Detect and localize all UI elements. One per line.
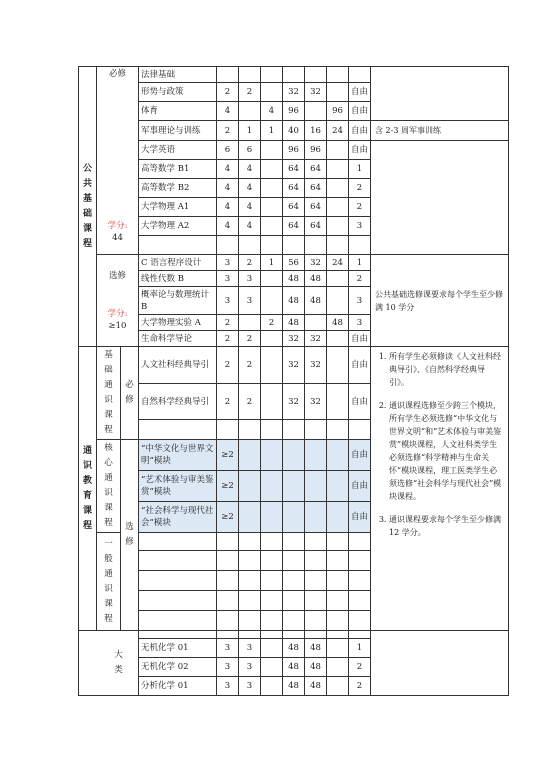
course-value xyxy=(305,236,327,255)
course-value xyxy=(217,571,239,591)
course-value: 24 xyxy=(327,255,349,271)
credit-label: 学分: xyxy=(107,221,128,231)
course-value xyxy=(239,533,261,551)
course-name: 大学物理实验 A xyxy=(139,315,217,331)
note-item: 3. 通识课程要求每个学生至少修满 12 学分。 xyxy=(389,513,504,539)
course-name: 人文社科经典导引 xyxy=(139,347,217,384)
note-cell xyxy=(371,67,509,121)
course-value: 自由 xyxy=(349,331,371,347)
course-value: 2 xyxy=(217,331,239,347)
course-name: 军事理论与训练 xyxy=(139,121,217,141)
course-value: 4 xyxy=(217,198,239,217)
course-value xyxy=(305,102,327,121)
course-value: 32 xyxy=(283,383,305,420)
course-value: 3 xyxy=(239,658,261,677)
course-value xyxy=(283,611,305,631)
course-value xyxy=(327,571,349,591)
course-value: 1 xyxy=(261,255,283,271)
course-value xyxy=(305,611,327,631)
module-value: ≥2 xyxy=(217,471,239,502)
course-value xyxy=(239,571,261,591)
course-value: 64 xyxy=(305,160,327,179)
note-cell xyxy=(371,141,509,255)
course-value xyxy=(239,611,261,631)
course-value xyxy=(261,383,283,420)
course-value: 2 xyxy=(217,383,239,420)
course-value xyxy=(283,551,305,571)
course-value xyxy=(327,347,349,384)
course-value: 自由 xyxy=(349,141,371,160)
course-value xyxy=(349,420,371,440)
course-value xyxy=(349,611,371,631)
course-value: 32 xyxy=(305,347,327,384)
course-value: 48 xyxy=(283,639,305,658)
course-name: 大学物理 A1 xyxy=(139,198,217,217)
course-value xyxy=(261,236,283,255)
elective-credit-value: ≥10 xyxy=(108,320,127,331)
course-value xyxy=(261,639,283,658)
course-value xyxy=(217,611,239,631)
course-value: 40 xyxy=(283,121,305,141)
course-value xyxy=(349,533,371,551)
course-value: 3 xyxy=(239,287,261,315)
course-value xyxy=(217,533,239,551)
course-value xyxy=(261,533,283,551)
course-name: 法律基础 xyxy=(139,67,217,83)
course-value: 48 xyxy=(305,271,327,287)
course-value: 32 xyxy=(283,331,305,347)
course-value: 自由 xyxy=(349,383,371,420)
elective-text: 选修 xyxy=(108,270,126,281)
course-value: 48 xyxy=(305,287,327,315)
course-name: 高等数学 B1 xyxy=(139,160,217,179)
course-value xyxy=(305,420,327,440)
course-value: 32 xyxy=(305,83,327,102)
course-value: 自由 xyxy=(349,347,371,384)
course-name xyxy=(139,591,217,611)
course-value xyxy=(261,67,283,83)
course-value: 4 xyxy=(217,102,239,121)
course-value: 32 xyxy=(305,383,327,420)
course-value xyxy=(261,591,283,611)
course-value xyxy=(327,141,349,160)
course-value: 6 xyxy=(217,141,239,160)
course-value: 48 xyxy=(305,677,327,696)
course-value: 4 xyxy=(239,198,261,217)
course-value: 2 xyxy=(217,121,239,141)
course-value xyxy=(217,551,239,571)
course-name: 高等数学 B2 xyxy=(139,179,217,198)
required-label: 必 修 xyxy=(121,347,139,440)
course-name: C 语言程序设计 xyxy=(139,255,217,271)
course-value xyxy=(327,179,349,198)
course-value: 96 xyxy=(283,102,305,121)
course-value xyxy=(327,639,349,658)
course-value: 4 xyxy=(239,160,261,179)
course-value: 自由 xyxy=(349,102,371,121)
course-value: 96 xyxy=(305,141,327,160)
course-value: 48 xyxy=(305,658,327,677)
module-value xyxy=(305,471,327,502)
course-value xyxy=(261,677,283,696)
module-value xyxy=(283,502,305,533)
course-value: 3 xyxy=(217,658,239,677)
course-name: 体育 xyxy=(139,102,217,121)
course-name: 线性代数 B xyxy=(139,271,217,287)
course-value xyxy=(261,198,283,217)
course-name xyxy=(139,631,217,639)
course-name: 生命科学导论 xyxy=(139,331,217,347)
table-row xyxy=(79,347,509,384)
general-label: 一 般 通 识 课 程 xyxy=(97,533,121,631)
course-value xyxy=(239,420,261,440)
elective-label: 选 修 xyxy=(121,440,139,631)
course-value: 64 xyxy=(305,217,327,236)
course-value xyxy=(261,347,283,384)
course-value: 3 xyxy=(217,287,239,315)
course-value xyxy=(261,141,283,160)
group-title: 通 识 教 育 课 程 xyxy=(79,347,97,631)
course-value xyxy=(283,67,305,83)
course-value: 64 xyxy=(305,198,327,217)
course-value: 3 xyxy=(239,271,261,287)
course-value: 自由 xyxy=(349,83,371,102)
course-value xyxy=(327,420,349,440)
course-value: 2 xyxy=(261,315,283,331)
course-value: 1 xyxy=(261,121,283,141)
course-value: 56 xyxy=(283,255,305,271)
course-value xyxy=(261,217,283,236)
course-value xyxy=(305,315,327,331)
course-value xyxy=(327,611,349,631)
course-value: 4 xyxy=(239,179,261,198)
course-value: 3 xyxy=(239,677,261,696)
course-value: 48 xyxy=(283,287,305,315)
course-value: 2 xyxy=(239,255,261,271)
course-value: 4 xyxy=(217,179,239,198)
module-value: 自由 xyxy=(349,440,371,471)
course-value xyxy=(261,331,283,347)
course-value xyxy=(349,571,371,591)
course-value: 2 xyxy=(349,271,371,287)
course-value: 3 xyxy=(217,639,239,658)
course-value xyxy=(305,631,327,639)
course-value xyxy=(283,533,305,551)
course-value xyxy=(217,631,239,639)
module-name: “艺术体验与审美鉴赏”模块 xyxy=(139,471,217,502)
module-value xyxy=(327,502,349,533)
course-value xyxy=(327,331,349,347)
course-value xyxy=(283,236,305,255)
course-value xyxy=(261,271,283,287)
core-label: 核 心 通 识 课 程 xyxy=(97,440,121,533)
course-value: 48 xyxy=(283,677,305,696)
course-value xyxy=(327,591,349,611)
module-name: “中华文化与世界文明”模块 xyxy=(139,440,217,471)
course-value: 16 xyxy=(305,121,327,141)
course-value xyxy=(327,236,349,255)
general-notes xyxy=(371,347,509,631)
course-value xyxy=(327,383,349,420)
course-value: 4 xyxy=(239,217,261,236)
course-value: 2 xyxy=(349,677,371,696)
course-value xyxy=(239,315,261,331)
course-name: 概率论与数理统计 B xyxy=(139,287,217,315)
course-value xyxy=(349,551,371,571)
course-value xyxy=(327,658,349,677)
module-value: ≥2 xyxy=(217,502,239,533)
table-row xyxy=(79,255,509,271)
course-value: 64 xyxy=(283,217,305,236)
course-value: 64 xyxy=(283,198,305,217)
course-value xyxy=(283,631,305,639)
module-value xyxy=(305,440,327,471)
module-value xyxy=(327,440,349,471)
course-value: 48 xyxy=(327,315,349,331)
course-name: 大学英语 xyxy=(139,141,217,160)
required-text: 必修 xyxy=(108,69,126,79)
course-value: 2 xyxy=(239,83,261,102)
module-value xyxy=(305,502,327,533)
course-name: 自然科学经典导引 xyxy=(139,383,217,420)
course-value xyxy=(261,179,283,198)
course-value xyxy=(217,420,239,440)
course-value xyxy=(239,102,261,121)
course-value xyxy=(217,236,239,255)
note-cell xyxy=(371,631,509,696)
course-value: 32 xyxy=(283,347,305,384)
course-value: 4 xyxy=(217,217,239,236)
course-name xyxy=(139,611,217,631)
course-value: 2 xyxy=(349,658,371,677)
note-item: 1. 所有学生必须修读《人文社科经典导引》、《自然科学经典导引》。 xyxy=(389,350,504,389)
elective-credit-label: 学分: xyxy=(107,308,128,319)
module-value xyxy=(261,502,283,533)
course-value: 3 xyxy=(349,315,371,331)
course-value: 96 xyxy=(327,102,349,121)
course-value: 2 xyxy=(217,315,239,331)
group-title: 公 共 基 础 课 程 xyxy=(79,67,97,347)
course-value xyxy=(327,160,349,179)
course-value xyxy=(327,533,349,551)
course-value xyxy=(305,551,327,571)
module-value xyxy=(261,471,283,502)
course-value: 3 xyxy=(349,217,371,236)
course-value xyxy=(217,591,239,611)
course-value xyxy=(283,420,305,440)
course-value xyxy=(261,658,283,677)
course-value: 3 xyxy=(349,287,371,315)
course-value xyxy=(283,591,305,611)
notes-list xyxy=(375,350,504,539)
module-value xyxy=(239,502,261,533)
course-value: 2 xyxy=(217,83,239,102)
course-value xyxy=(261,611,283,631)
module-value xyxy=(261,440,283,471)
course-value xyxy=(349,631,371,639)
course-name: 分析化学 01 xyxy=(139,677,217,696)
course-value: 64 xyxy=(305,179,327,198)
table-row xyxy=(79,121,509,141)
course-value: 64 xyxy=(283,179,305,198)
module-value xyxy=(283,471,305,502)
course-name: 无机化学 01 xyxy=(139,639,217,658)
course-value: 6 xyxy=(239,141,261,160)
course-name xyxy=(139,236,217,255)
course-value: 32 xyxy=(305,255,327,271)
course-value: 4 xyxy=(217,160,239,179)
course-value xyxy=(349,236,371,255)
course-value xyxy=(261,420,283,440)
course-value xyxy=(261,83,283,102)
course-value xyxy=(217,67,239,83)
course-value: 32 xyxy=(283,83,305,102)
course-value xyxy=(327,217,349,236)
course-value xyxy=(239,591,261,611)
course-value xyxy=(305,533,327,551)
course-name: 无机化学 02 xyxy=(139,658,217,677)
course-value xyxy=(261,160,283,179)
course-value xyxy=(261,631,283,639)
course-value xyxy=(327,271,349,287)
course-value xyxy=(283,571,305,591)
course-value xyxy=(239,551,261,571)
course-value: 3 xyxy=(217,677,239,696)
course-name xyxy=(139,571,217,591)
course-value: 1 xyxy=(239,121,261,141)
module-value xyxy=(239,471,261,502)
basic-label: 基 础 通 识 课 程 xyxy=(97,347,121,440)
course-value: 2 xyxy=(239,383,261,420)
table-row xyxy=(79,631,509,639)
course-value: 48 xyxy=(305,639,327,658)
course-value xyxy=(261,287,283,315)
course-value xyxy=(305,591,327,611)
course-value: 48 xyxy=(283,271,305,287)
course-value xyxy=(305,67,327,83)
course-value xyxy=(327,83,349,102)
course-value: 4 xyxy=(261,102,283,121)
course-value: 3 xyxy=(217,271,239,287)
module-value xyxy=(239,440,261,471)
module-value xyxy=(283,440,305,471)
course-value: 2 xyxy=(217,347,239,384)
required-label xyxy=(97,67,139,255)
credit-value: 44 xyxy=(112,233,123,243)
course-value xyxy=(327,198,349,217)
table-row xyxy=(79,141,509,160)
course-value xyxy=(349,591,371,611)
course-value: 3 xyxy=(239,639,261,658)
course-value: 2 xyxy=(239,347,261,384)
module-value: 自由 xyxy=(349,471,371,502)
course-value xyxy=(327,631,349,639)
course-name: 形势与政策 xyxy=(139,83,217,102)
course-value xyxy=(305,571,327,591)
note-item: 2. 通识课程选修至少跨三个模块，所有学生必须选修“中华文化与世界文明”和“艺术体验与审美鉴赏”模块课程，人文社科类学生必须选修“科学精神与生命关怀”模块课程，理工医类学生必须选修“社会科学与现代社会”模块课程。 xyxy=(389,399,504,503)
course-value: 2 xyxy=(349,198,371,217)
military-note: 含 2-3 周军事训练 xyxy=(371,121,509,141)
module-name: “社会科学与现代社会”模块 xyxy=(139,502,217,533)
course-value xyxy=(239,631,261,639)
course-value: 48 xyxy=(283,658,305,677)
course-name xyxy=(139,551,217,571)
elective-label xyxy=(97,255,139,347)
course-value: 32 xyxy=(305,331,327,347)
curriculum-table xyxy=(78,66,509,696)
course-value xyxy=(239,67,261,83)
course-value xyxy=(349,67,371,83)
course-value: 2 xyxy=(349,179,371,198)
course-name xyxy=(139,533,217,551)
table-row xyxy=(79,67,509,83)
module-value: 自由 xyxy=(349,502,371,533)
course-value xyxy=(327,67,349,83)
module-value xyxy=(327,471,349,502)
course-value: 2 xyxy=(239,331,261,347)
course-value xyxy=(261,551,283,571)
course-value: 1 xyxy=(349,639,371,658)
course-value: 1 xyxy=(349,255,371,271)
elective-note: 公共基础选修课要求每个学生至少修满 10 学分 xyxy=(371,255,509,347)
course-value xyxy=(239,236,261,255)
course-value: 自由 xyxy=(349,121,371,141)
course-name: 大学物理 A2 xyxy=(139,217,217,236)
module-value: ≥2 xyxy=(217,440,239,471)
course-value xyxy=(261,571,283,591)
course-value: 24 xyxy=(327,121,349,141)
course-value: 1 xyxy=(349,160,371,179)
course-value: 64 xyxy=(283,160,305,179)
course-value: 3 xyxy=(217,255,239,271)
course-value: 48 xyxy=(283,315,305,331)
course-name xyxy=(139,420,217,440)
group-title: 大 类 xyxy=(79,631,139,696)
course-value xyxy=(327,551,349,571)
course-value xyxy=(327,287,349,315)
course-value: 96 xyxy=(283,141,305,160)
course-value xyxy=(327,677,349,696)
